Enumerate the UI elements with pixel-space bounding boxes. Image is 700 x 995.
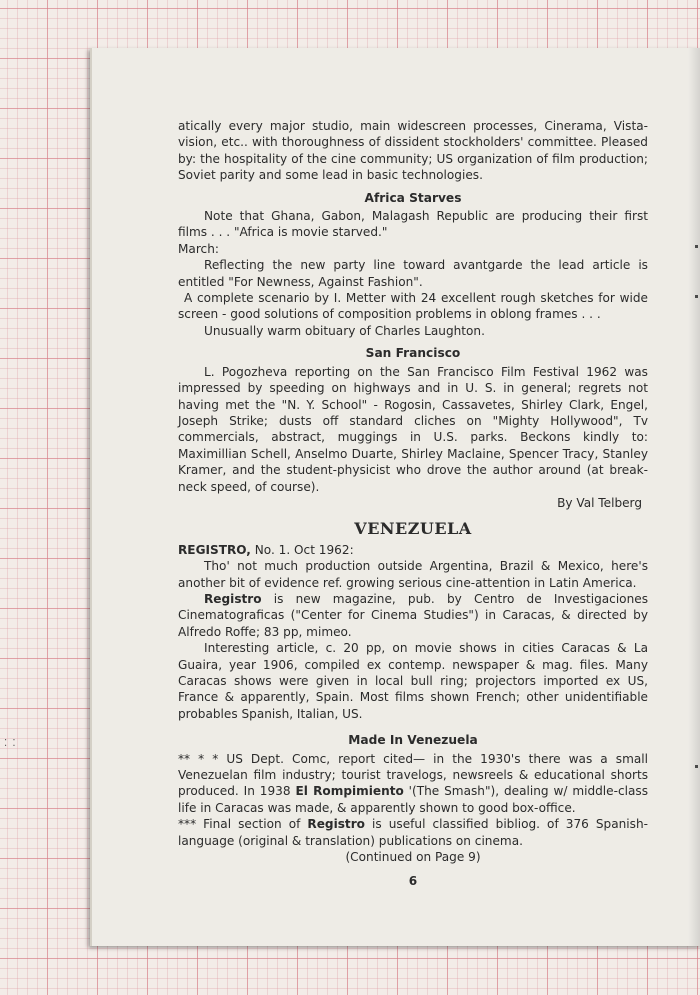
page-content <box>178 118 648 890</box>
bibliography-paragraph <box>178 816 648 849</box>
africa-starves-heading: Africa Starves <box>364 190 462 205</box>
margin-dots-mark: ⁚ ⁚ <box>4 738 17 749</box>
registro-description <box>178 591 648 640</box>
registro-description-text: is new magazine, pub. by Centro de Investigaciones Cinematograficas ("Center for Cinema Studies") in Caracas, & directed by Alfredo Roffe; 83 pp, mimeo. <box>178 591 648 639</box>
page-edge-shadow <box>688 48 700 946</box>
caracas-article-paragraph: Interesting article, c. 20 pp, on movie shows in cities Caracas & La Guaira, year 1906, compiled ex contemp. newspaper & mag. files. Many Caracas shows were given in local bull ring; projectors imported ex US, France & apparently, Spain. Most films shown French; other unidentifiable probables Spanish, Italian, US. <box>178 641 648 721</box>
africa-paragraph: Note that Ghana, Gabon, Malagash Republic are producing their first films . . . "Africa is movie starved." <box>178 209 648 240</box>
san-francisco-heading: San Francisco <box>365 346 461 361</box>
byline: By Val Telberg <box>557 495 642 510</box>
edge-tick-mark <box>695 295 698 298</box>
bibliography-text-a: *** Final section of <box>178 817 308 832</box>
obituary-paragraph: Unusually warm obituary of Charles Laughton. <box>204 323 485 338</box>
venezuela-heading: VENEZUELA <box>354 519 472 539</box>
magazine-page <box>90 48 700 946</box>
march-label: March: <box>178 241 219 256</box>
industry-paragraph <box>178 751 648 817</box>
edge-tick-mark <box>695 245 698 248</box>
film-title: El Rompimiento <box>295 784 404 799</box>
industry-text-b: '(The Smash"), dealing w/ middle-class life in Caracas was made, & apparently shown to good box-office. <box>178 784 648 815</box>
edge-tick-mark <box>695 765 698 768</box>
made-in-venezuela-heading: Made In Venezuela <box>348 733 478 748</box>
industry-text-a: ** * * US Dept. Comc, report cited— in the 1930's there was a small Venezuelan film industry; tourist travelogs, newsreels & educational shorts produced. In 1938 <box>178 751 648 799</box>
registro-issue-line <box>178 542 648 558</box>
san-francisco-paragraph: L. Pogozheva reporting on the San Francisco Film Festival 1962 was impressed by speeding on highways and in U. S. in general; regrets not having met the "N. Y. School" - Rogosin, Cassavetes, Shirley Clark, Engel, Joseph Strike; dusts off standard cliches on "Mighty Hollywood", Tv commercials, abstract, muggings in U.S. parks. Beckons kindly to: Maximillian Schell, Anselmo Duarte, Shirley Maclaine, Spencer Tracy, Stanley Kramer, and the student-physicist who drove the author around (at break-neck speed, of course). <box>178 364 648 494</box>
registro-title: REGISTRO, <box>178 542 251 557</box>
registro-issue: No. 1. Oct 1962: <box>250 542 354 557</box>
continued-note: (Continued on Page 9) <box>345 850 481 865</box>
registro-name: Registro <box>204 591 262 606</box>
page-number: 6 <box>408 874 418 889</box>
latin-america-paragraph: Tho' not much production outside Argentina, Brazil & Mexico, here's another bit of evidence ref. growing serious cine-attention in Latin America. <box>178 559 648 590</box>
bibliography-text-b: is useful classified bibliog. of 376 Spanish-language (original & translation) publications on cinema. <box>178 817 649 848</box>
intro-paragraph: atically every major studio, main widescreen processes, Cinerama, Vista-vision, etc.. with thoroughness of dissident stockholders' committee. Pleased by: the hospitality of the cine community; US organization of film production; Soviet parity and some lead in basic technologies. <box>178 119 648 183</box>
newness-paragraph: Reflecting the new party line toward avantgarde the lead article is entitled "For Newness, Against Fashion". <box>178 258 648 289</box>
bibliography-registro: Registro <box>307 817 365 832</box>
scenario-paragraph: A complete scenario by I. Metter with 24 excellent rough sketches for wide screen - good solutions of composition problems in oblong frames . . . <box>178 291 648 322</box>
